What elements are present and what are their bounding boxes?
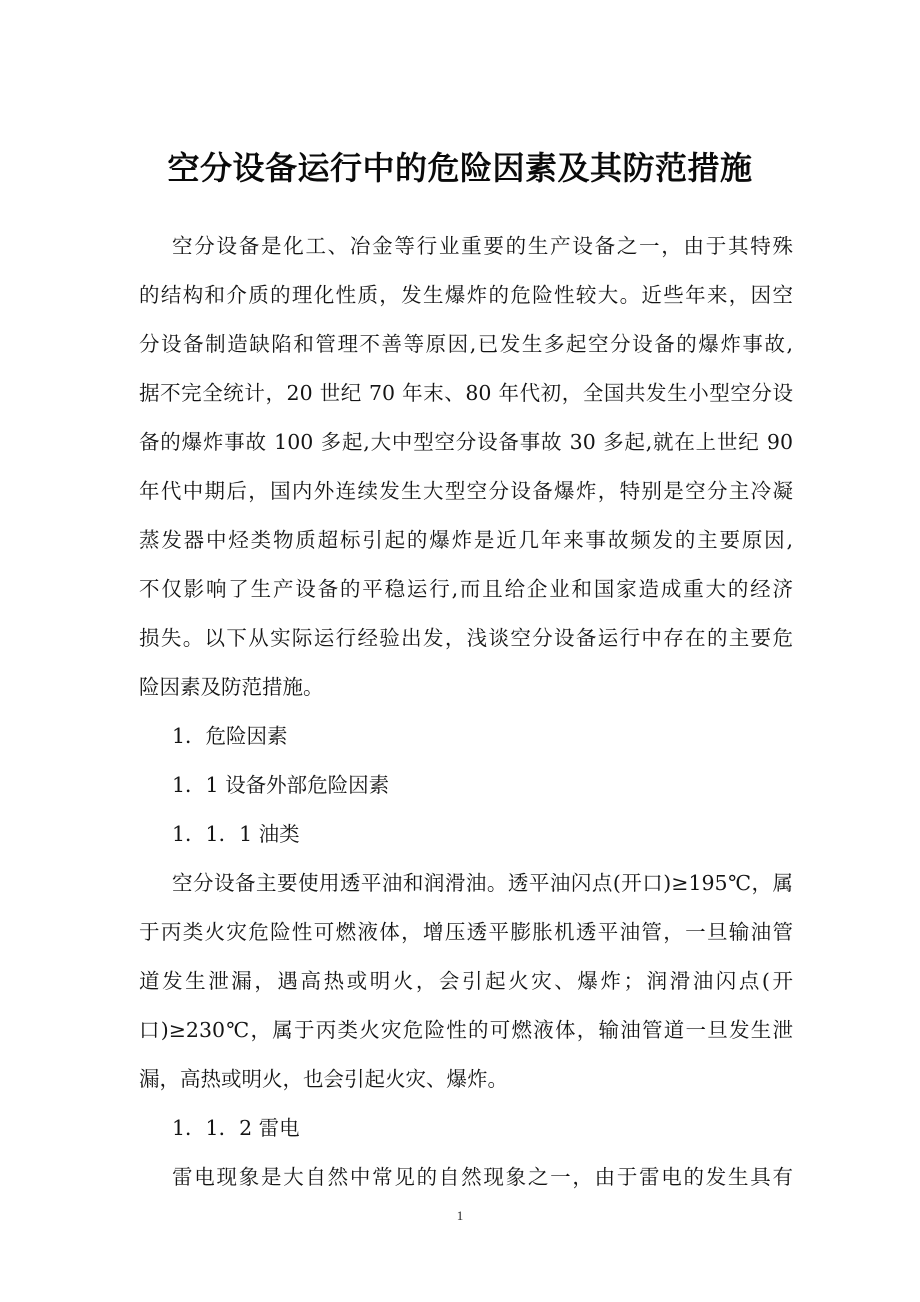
text-line: 险因素及防范措施。 xyxy=(139,675,324,699)
section-heading-1-1-2: 1．1．2 雷电 xyxy=(172,1116,300,1140)
text-line: 于丙类火灾危险性可燃液体，增压透平膨胀机透平油管，一旦输油管 xyxy=(139,920,793,944)
text-line: 不仅影响了生产设备的平稳运行,而且给企业和国家造成重大的经济 xyxy=(139,577,793,601)
text-line: 雷电现象是大自然中常见的自然现象之一，由于雷电的发生具有 xyxy=(172,1165,793,1189)
text-line: 年代中期后，国内外连续发生大型空分设备爆炸，特别是空分主冷凝 xyxy=(139,479,793,503)
text-line: 漏，高热或明火，也会引起火灾、爆炸。 xyxy=(139,1067,508,1091)
document-body xyxy=(139,222,793,1202)
intro-paragraph xyxy=(139,222,793,712)
text-line: 道发生泄漏，遇高热或明火，会引起火灾、爆炸；润滑油闪点(开 xyxy=(139,969,793,993)
text-line: 的结构和介质的理化性质，发生爆炸的危险性较大。近些年来，因空 xyxy=(139,283,793,307)
oil-paragraph xyxy=(139,859,793,1104)
page-number: 1 xyxy=(456,1208,464,1223)
text-line: 损失。以下从实际运行经验出发，浅谈空分设备运行中存在的主要危 xyxy=(139,626,793,650)
section-heading-1-1: 1．1 设备外部危险因素 xyxy=(172,773,390,797)
document-title: 空分设备运行中的危险因素及其防范措施 xyxy=(167,149,753,187)
text-line: 空分设备主要使用透平油和润滑油。透平油闪点(开口)≥195℃，属 xyxy=(172,871,793,895)
text-line: 蒸发器中烃类物质超标引起的爆炸是近几年来事故频发的主要原因, xyxy=(139,528,793,552)
lightning-paragraph xyxy=(139,1153,793,1202)
text-line: 备的爆炸事故 100 多起,大中型空分设备事故 30 多起,就在上世纪 90 xyxy=(139,430,793,454)
section-heading-1: 1．危险因素 xyxy=(172,724,288,748)
text-line: 据不完全统计，20 世纪 70 年末、80 年代初，全国共发生小型空分设 xyxy=(139,381,793,405)
section-heading-1-1-1: 1．1．1 油类 xyxy=(172,822,300,846)
text-line: 口)≥230℃，属于丙类火灾危险性的可燃液体，输油管道一旦发生泄 xyxy=(139,1018,793,1042)
text-line: 分设备制造缺陷和管理不善等原因,已发生多起空分设备的爆炸事故, xyxy=(139,332,793,356)
text-line: 空分设备是化工、冶金等行业重要的生产设备之一，由于其特殊 xyxy=(172,234,793,258)
